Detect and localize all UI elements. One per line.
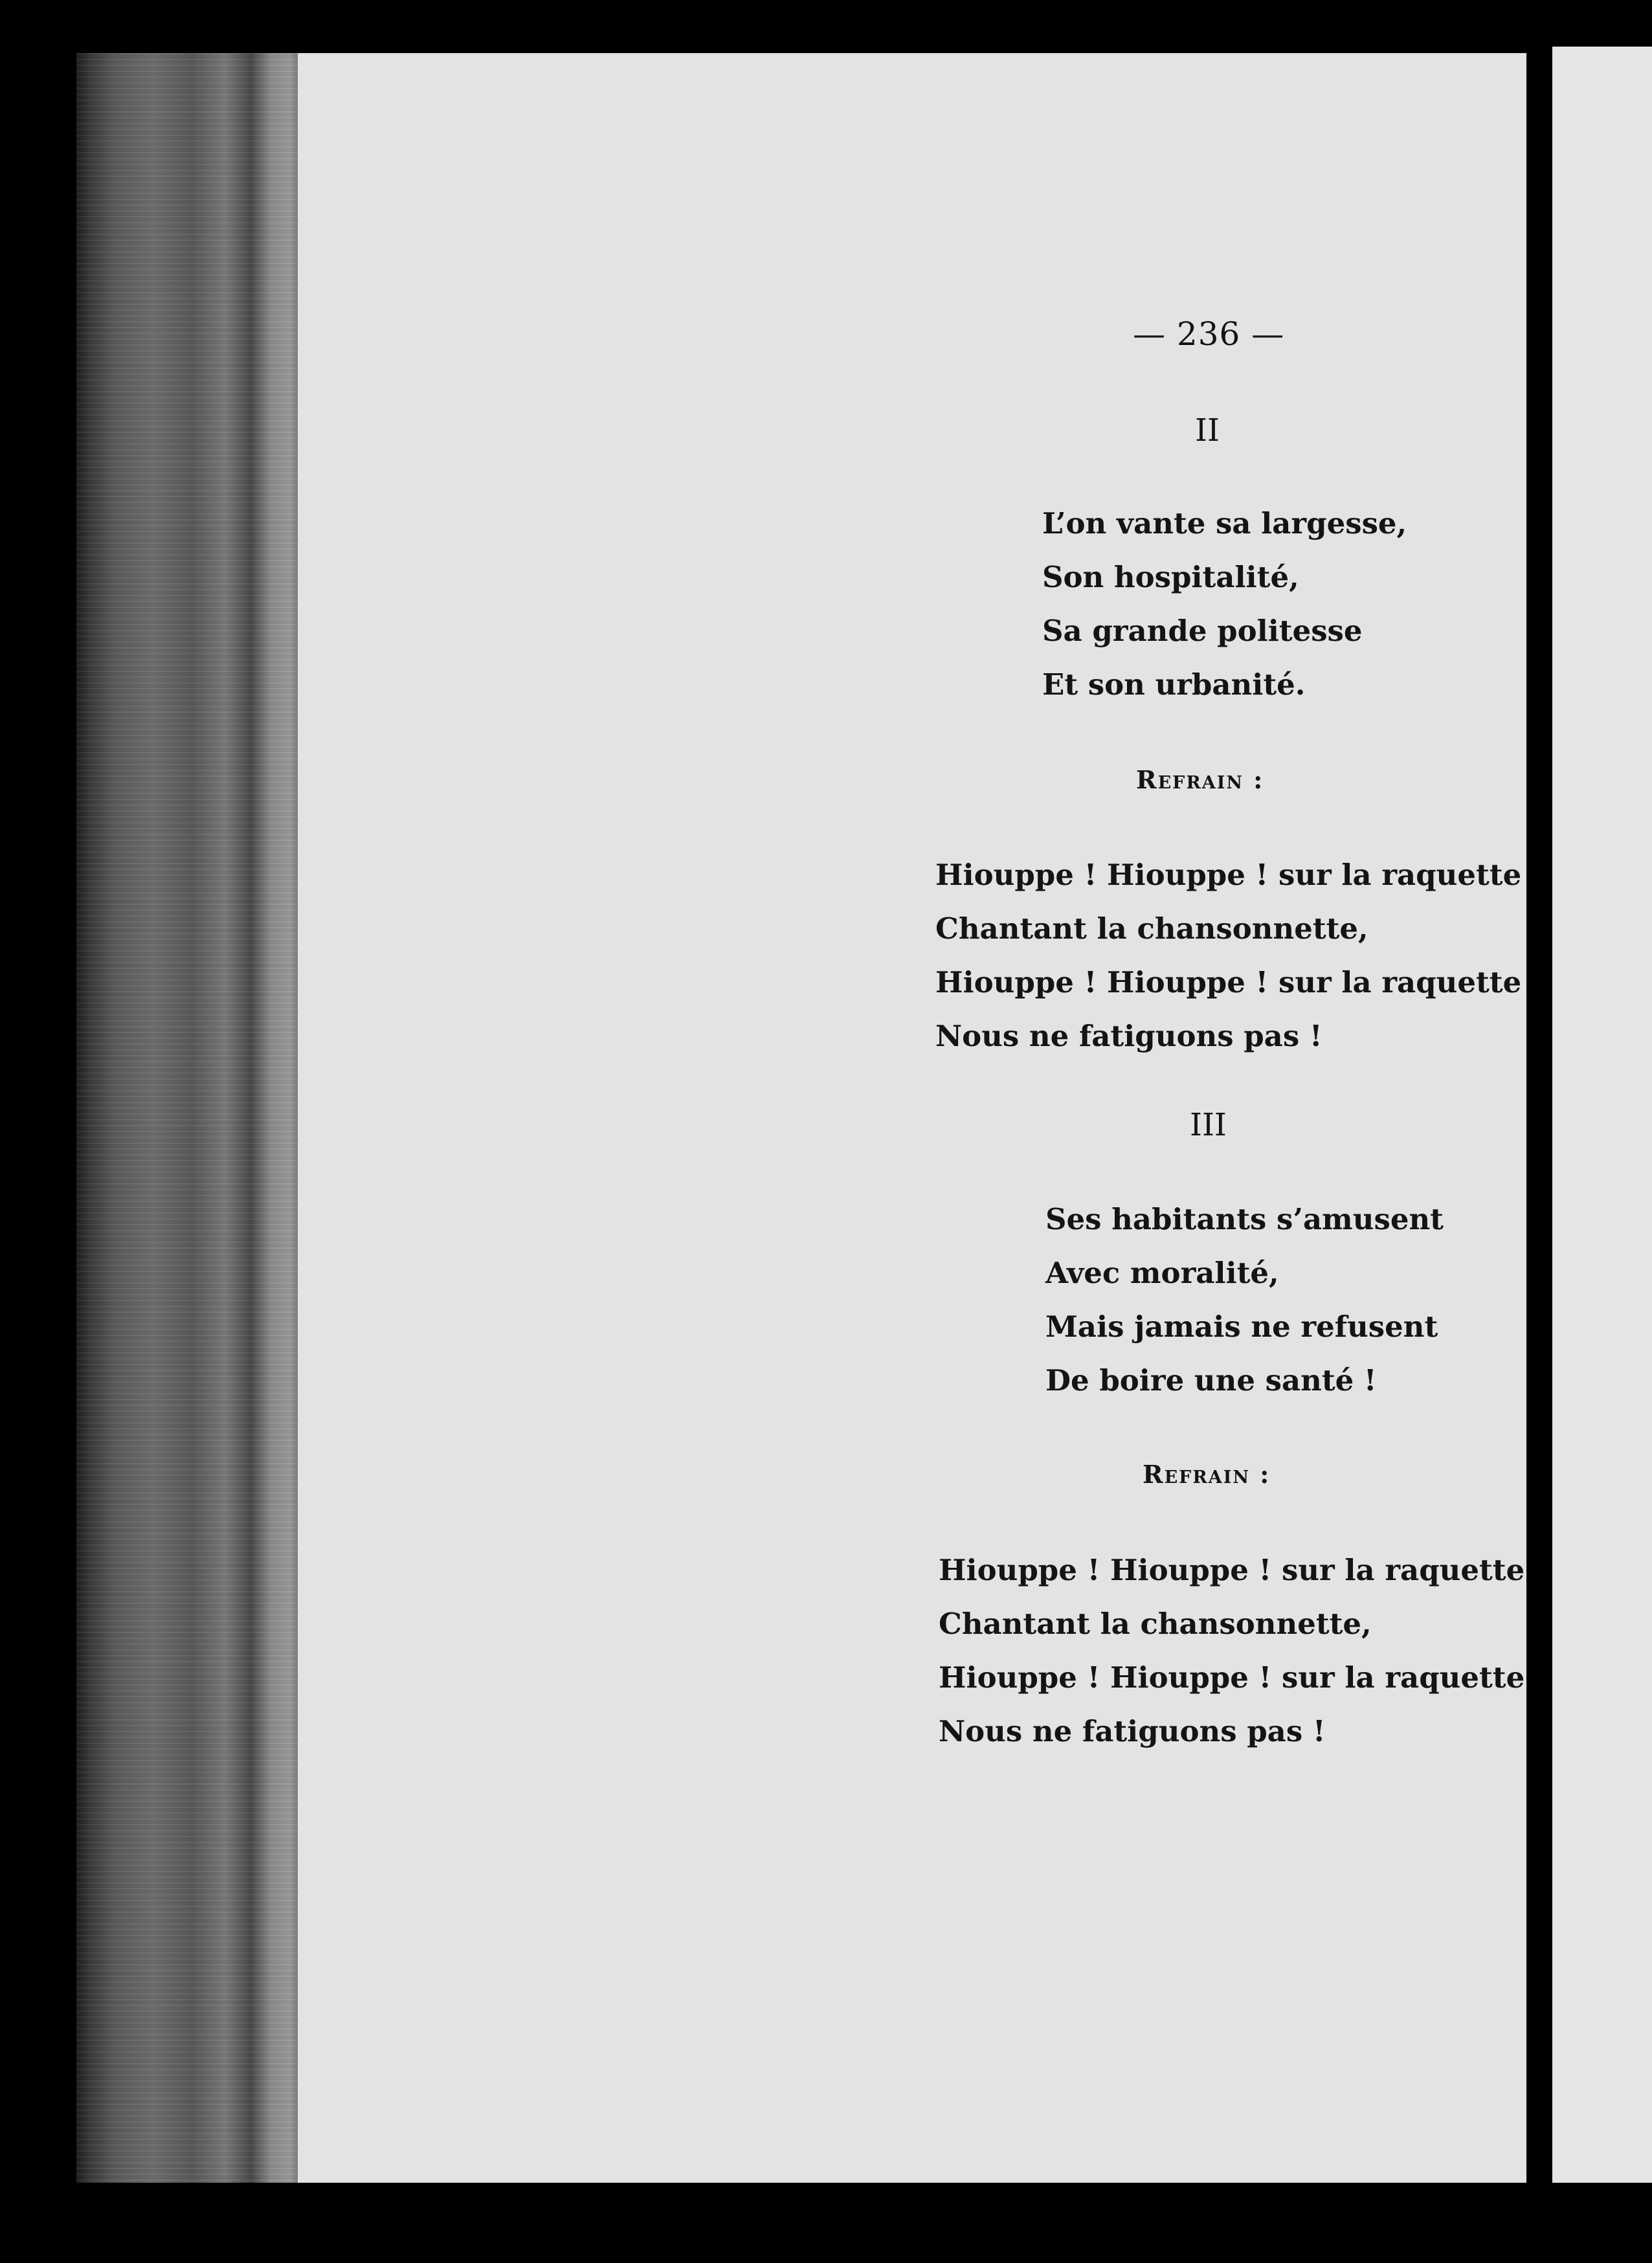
facing-page-edge bbox=[1552, 47, 1652, 2183]
verse-line: L’on vante sa largesse, bbox=[1042, 506, 1407, 541]
book-page bbox=[298, 53, 1526, 2183]
refrain-line: Hiouppe ! Hiouppe ! sur la raquette bbox=[939, 1553, 1525, 1587]
refrain-line: Hiouppe ! Hiouppe ! sur la raquette bbox=[935, 965, 1522, 999]
verse-line: Mais jamais ne refusent bbox=[1045, 1310, 1438, 1344]
refrain-line: Chantant la chansonnette, bbox=[935, 911, 1368, 946]
refrain-label: Refrain : bbox=[1136, 765, 1264, 794]
refrain-line: Nous ne fatiguons pas ! bbox=[939, 1714, 1326, 1748]
verse-line: Ses habitants s’amusent bbox=[1045, 1202, 1444, 1236]
refrain-line: Hiouppe ! Hiouppe ! sur la raquette bbox=[939, 1660, 1525, 1695]
verse-line: Sa grande politesse bbox=[1042, 614, 1363, 648]
verse-line: Son hospitalité, bbox=[1042, 560, 1299, 594]
refrain-line: Hiouppe ! Hiouppe ! sur la raquette bbox=[935, 858, 1522, 892]
stanza-numeral-3: III bbox=[1190, 1107, 1227, 1143]
refrain-line: Chantant la chansonnette, bbox=[939, 1607, 1372, 1641]
page-number: — 236 — bbox=[1133, 315, 1285, 353]
refrain-line: Nous ne fatiguons pas ! bbox=[935, 1019, 1323, 1053]
page-edge-stack bbox=[76, 53, 321, 2183]
stanza-numeral-2: II bbox=[1195, 412, 1220, 449]
verse-line: De boire une santé ! bbox=[1045, 1363, 1377, 1398]
verse-line: Et son urbanité. bbox=[1042, 667, 1306, 702]
refrain-label: Refrain : bbox=[1143, 1460, 1271, 1489]
verse-line: Avec moralité, bbox=[1045, 1256, 1279, 1290]
